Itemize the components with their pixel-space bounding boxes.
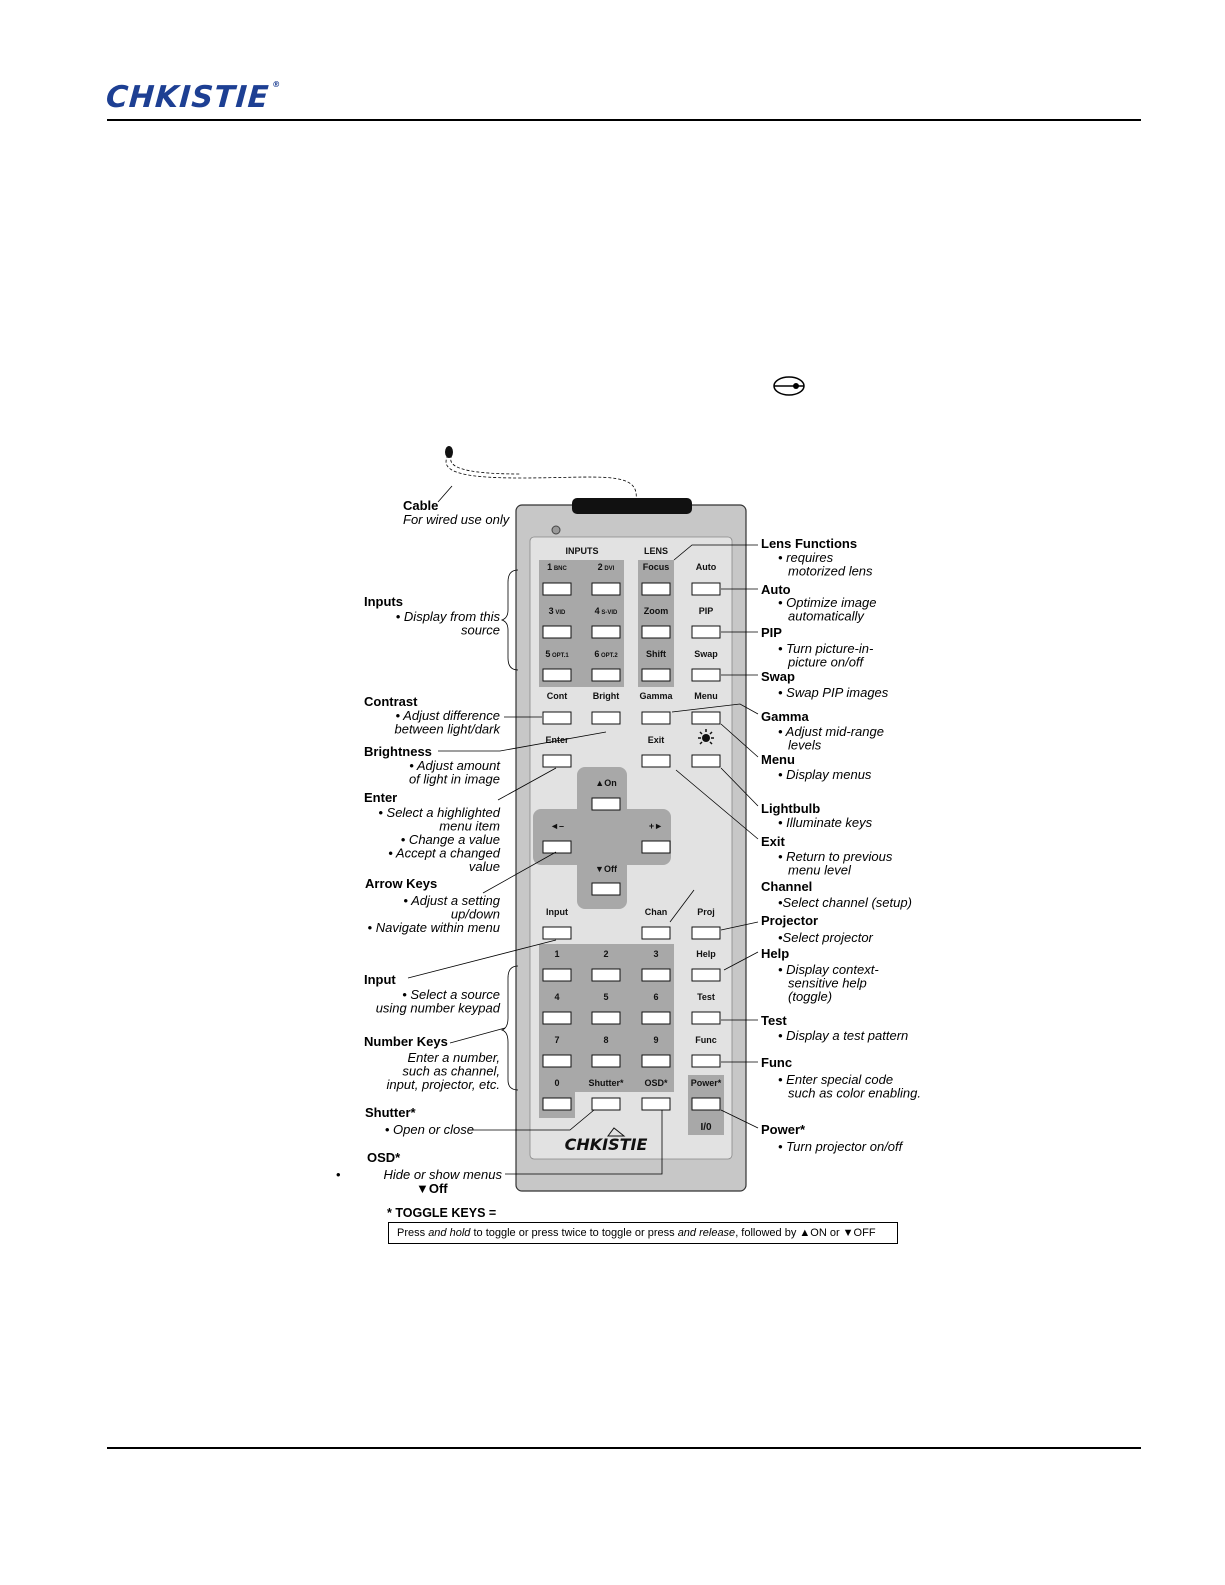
key-auto-button[interactable]: [692, 583, 720, 595]
key-label-off: ▼Off: [595, 864, 617, 874]
key-label-input: Input: [546, 907, 568, 917]
key-label-enter: Enter: [545, 735, 569, 745]
key-label-func: Func: [695, 1035, 717, 1045]
key-label-focus: Focus: [642, 562, 670, 572]
callout-enter-line: • Accept a changed: [388, 845, 500, 861]
callout-pip-line: • Turn picture-in-: [778, 641, 874, 656]
callout-cable-title: Cable: [403, 498, 439, 513]
callout-cable-line: For wired use only: [403, 512, 510, 527]
key-menu-button[interactable]: [692, 712, 720, 724]
key-right-button[interactable]: [642, 841, 670, 853]
key-label-bright: Bright: [592, 691, 620, 701]
callout-projector-title: Projector: [761, 913, 819, 928]
callout-auto-line: automatically: [788, 608, 864, 624]
key-label-n4: 4: [554, 992, 560, 1002]
callout-gamma-title: Gamma: [761, 709, 809, 724]
callout-enter-title: Enter: [364, 790, 398, 805]
key-enter-button[interactable]: [543, 755, 571, 767]
callout-channel-title: Channel: [761, 879, 813, 894]
key-help-button[interactable]: [692, 969, 720, 981]
callout-func-title: Func: [761, 1055, 793, 1070]
callout-pip-title: PIP: [761, 625, 782, 640]
key-n7-button[interactable]: [543, 1055, 571, 1067]
cable-plug-icon: [445, 446, 453, 458]
callout-brightness-line: • Adjust amount: [409, 758, 500, 773]
callout-gamma-line: levels: [788, 737, 822, 753]
callout-pip-line: picture on/off: [788, 654, 864, 670]
key-label-cont: Cont: [546, 691, 568, 701]
key-label-n0: 0: [554, 1078, 560, 1088]
christie-logo: CHKISTIE®: [104, 80, 282, 115]
callout-inputs-title: Inputs: [364, 594, 403, 609]
callout-input-title: Input: [364, 972, 396, 987]
key-label-n7: 7: [554, 1035, 560, 1045]
callout-func-line: such as color enabling.: [788, 1085, 921, 1101]
callout-projector-line: •Select projector: [778, 930, 873, 945]
key-label-osd: OSD*: [644, 1078, 668, 1088]
callout-arrow-title: Arrow Keys: [365, 876, 438, 891]
callout-arrow-line: up/down: [450, 906, 500, 922]
callout-exit-line: menu level: [788, 862, 851, 878]
callout-auto-title: Auto: [761, 582, 791, 597]
key-label-n3: 3: [653, 949, 659, 959]
callout-gamma-line: • Adjust mid-range: [778, 724, 884, 739]
key-chan-button[interactable]: [642, 927, 670, 939]
key-label-n5: 5: [603, 992, 609, 1002]
callout-auto-line: • Optimize image: [778, 595, 877, 610]
callout-power-title: Power*: [761, 1122, 806, 1137]
key-label-5opt1: 5 OPT.1: [545, 649, 569, 659]
callout-channel-line: •Select channel (setup): [778, 895, 912, 910]
callout-number-line: Enter a number,: [407, 1050, 500, 1065]
callout-osd-title: OSD*: [367, 1150, 401, 1165]
key-label-6opt2: 6 OPT.2: [594, 649, 618, 659]
callout-power-line: • Turn projector on/off: [778, 1139, 903, 1154]
callout-help-line: (toggle): [788, 989, 833, 1004]
key-label-test: Test: [697, 992, 715, 1002]
callout-enter-line: value: [468, 859, 500, 874]
key-6opt2-button[interactable]: [592, 669, 620, 681]
callout-swap-title: Swap: [761, 669, 795, 684]
callout-enter-line: • Change a value: [400, 832, 500, 847]
key-4svid-button[interactable]: [592, 626, 620, 638]
key-n1-button[interactable]: [543, 969, 571, 981]
key-n5-button[interactable]: [592, 1012, 620, 1024]
key-pip-button[interactable]: [692, 626, 720, 638]
key-label-chan: Chan: [644, 907, 668, 917]
toggle-keys-note: Press and hold to toggle or press twice to toggle or press and release, followed by ▲ON or ▼OFF: [388, 1222, 898, 1244]
inputs-panel: [539, 560, 624, 687]
callout-test-title: Test: [761, 1013, 787, 1028]
key-label-help: Help: [696, 949, 716, 959]
callout-contrast-title: Contrast: [364, 694, 418, 709]
callout-osd-line: Hide or show menus: [383, 1167, 502, 1182]
callout-lightbulb-line: • Illuminate keys: [778, 815, 873, 830]
callout-brightness-line: of light in image: [408, 771, 500, 787]
callout-swap-line: • Swap PIP images: [778, 685, 889, 700]
key-zoom-button[interactable]: [642, 626, 670, 638]
callout-menu-title: Menu: [761, 752, 795, 767]
key-n0-button[interactable]: [543, 1098, 571, 1110]
key-input-button[interactable]: [543, 927, 571, 939]
cable-line: [446, 455, 636, 500]
callout-enter-line: • Select a highlighted: [378, 805, 500, 820]
key-label-power: Power*: [690, 1078, 722, 1088]
callout-exit-line: • Return to previous: [778, 849, 893, 864]
callout-menu-line: • Display menus: [778, 767, 872, 782]
callout-input-line: using number keypad: [375, 1000, 500, 1016]
toggle-keys-title: * TOGGLE KEYS =: [387, 1206, 497, 1220]
key-label-left: ◄–: [550, 821, 564, 831]
lens-panel: [638, 560, 674, 687]
callout-contrast-line: • Adjust difference: [395, 708, 500, 723]
key-label-zoom: Zoom: [643, 606, 669, 616]
callout-brightness-title: Brightness: [364, 744, 432, 759]
key-1bnc-button[interactable]: [543, 583, 571, 595]
key-n4-button[interactable]: [543, 1012, 571, 1024]
inputs-group-label: INPUTS: [565, 546, 599, 556]
key-shift-button[interactable]: [642, 669, 670, 681]
key-label-4svid: 4 S-VID: [594, 606, 618, 616]
callout-number-line: input, projector, etc.: [386, 1077, 500, 1092]
key-off-button[interactable]: [592, 883, 620, 895]
callout-test-line: • Display a test pattern: [778, 1028, 909, 1043]
callout-lens-title: Lens Functions: [761, 536, 858, 551]
key-left-button[interactable]: [543, 841, 571, 853]
key-label-n9: 9: [653, 1035, 659, 1045]
key-proj-button[interactable]: [692, 927, 720, 939]
key-n6-button[interactable]: [642, 1012, 670, 1024]
callout-osd-extra: ▼Off: [416, 1181, 448, 1196]
key-label-auto: Auto: [695, 562, 717, 572]
key-label-n8: 8: [603, 1035, 609, 1045]
key-label-n1: 1: [554, 949, 560, 959]
callout-lightbulb-title: Lightbulb: [761, 801, 821, 816]
callout-shutter-title: Shutter*: [365, 1105, 416, 1120]
key-test-button[interactable]: [692, 1012, 720, 1024]
key-bright-button[interactable]: [592, 712, 620, 724]
key-label-n6: 6: [653, 992, 659, 1002]
status-led-icon: [552, 526, 560, 534]
key-label-1bnc: 1 BNC: [547, 562, 567, 572]
key-n3-button[interactable]: [642, 969, 670, 981]
key-label-2dvi: 2 DVI: [597, 562, 615, 572]
callout-exit-title: Exit: [761, 834, 785, 849]
callout-shutter-line: • Open or close: [384, 1122, 474, 1137]
callout-number-title: Number Keys: [364, 1034, 448, 1049]
key-2dvi-button[interactable]: [592, 583, 620, 595]
key-cont-button[interactable]: [543, 712, 571, 724]
callout-help-line: sensitive help: [788, 975, 867, 991]
ir-window: [572, 498, 692, 514]
callout-number-line: such as channel,: [402, 1063, 500, 1079]
callout-lens-line: motorized lens: [788, 563, 873, 579]
callout-help-title: Help: [761, 946, 790, 961]
lens-group-label: LENS: [643, 546, 669, 556]
key-label-n2: 2: [603, 949, 609, 959]
key-5opt1-button[interactable]: [543, 669, 571, 681]
key-gamma-button[interactable]: [642, 712, 670, 724]
key-label-shift: Shift: [646, 649, 666, 659]
callout-inputs-line: • Display from this: [395, 609, 500, 624]
key-label-pip: PIP: [698, 606, 714, 616]
callout-osd-bullet: •: [336, 1167, 341, 1182]
key-label-exit: Exit: [647, 735, 665, 745]
key-3vid-button[interactable]: [543, 626, 571, 638]
callout-lens-line: • requires: [778, 550, 834, 565]
key-on-button[interactable]: [592, 798, 620, 810]
key-label-swap: Swap: [694, 649, 718, 659]
key-label-right: +►: [648, 821, 664, 831]
callout-func-line: • Enter special code: [778, 1072, 894, 1087]
callout-enter-line: menu item: [439, 818, 500, 834]
power-symbol: I/0: [700, 1122, 712, 1133]
callout-arrow-line: • Navigate within menu: [367, 920, 500, 935]
key-shutter-button[interactable]: [592, 1098, 620, 1110]
key-label-on: ▲On: [595, 778, 617, 788]
key-swap-button[interactable]: [692, 669, 720, 681]
key-label-menu: Menu: [694, 691, 718, 701]
key-n9-button[interactable]: [642, 1055, 670, 1067]
callout-contrast-line: between light/dark: [394, 721, 500, 737]
key-power-button[interactable]: [692, 1098, 720, 1110]
key-focus-button[interactable]: [642, 583, 670, 595]
key-label-gamma: Gamma: [639, 691, 673, 701]
key-func-button[interactable]: [692, 1055, 720, 1067]
footer-rule: [107, 1447, 1141, 1449]
key-osd-button[interactable]: [642, 1098, 670, 1110]
callout-input-line: • Select a source: [402, 987, 500, 1002]
key-n8-button[interactable]: [592, 1055, 620, 1067]
callout-inputs-line: source: [460, 622, 500, 638]
key-label-3vid: 3 VID: [548, 606, 566, 616]
remote-logo: CHKISTIE: [564, 1135, 648, 1154]
key-label-proj: Proj: [697, 907, 715, 917]
key-label-shutter: Shutter*: [588, 1078, 624, 1088]
callout-help-line: • Display context-: [778, 962, 879, 977]
key-exit-button[interactable]: [642, 755, 670, 767]
callout-arrow-line: • Adjust a setting: [403, 893, 500, 908]
key-n2-button[interactable]: [592, 969, 620, 981]
key-lightbulb-button[interactable]: [692, 755, 720, 767]
